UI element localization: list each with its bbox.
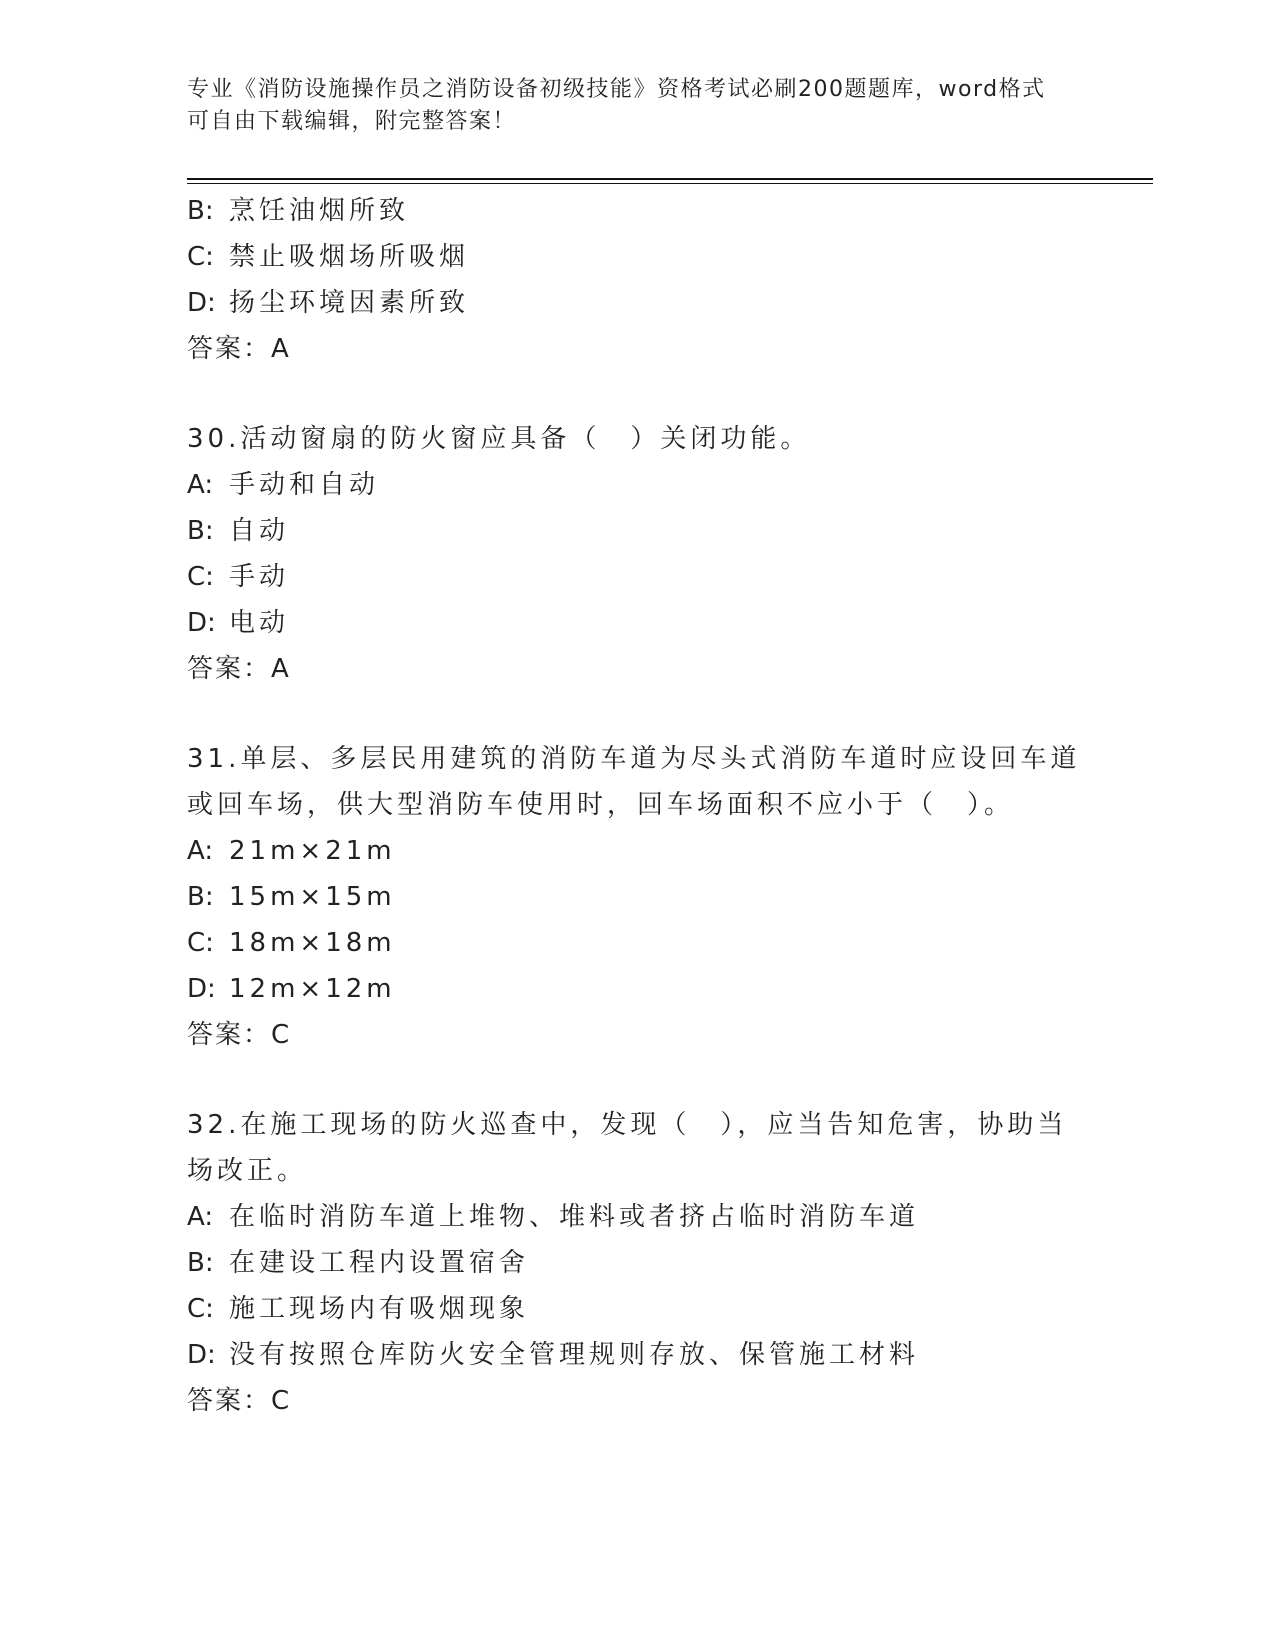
option-d: D: 12m×12m [187,974,396,1004]
question-item [187,1102,1087,1424]
question-text: 30.活动窗扇的防火窗应具备（ ）关闭功能。 [187,424,811,454]
question-item [187,736,1087,1058]
option-d: D: 电动 [187,608,290,638]
option-c: C: 18m×18m [187,928,396,958]
question-item [187,416,1087,692]
question-list [187,188,1087,1424]
option-b: B: 自动 [187,516,290,546]
answer-line: 答案：C [187,1386,292,1416]
answer-line: 答案：A [187,334,291,364]
question-text: 31.单层、多层民用建筑的消防车道为尽头式消防车道时应设回车道或回车场，供大型消防车使用时，回车场面积不应小于（ ）。 [187,744,1081,820]
header-divider-thick [187,178,1153,180]
header-divider-thin [187,183,1153,184]
question-partial [187,188,1087,372]
option-a: A: 21m×21m [187,836,396,866]
option-b: B: 在建设工程内设置宿舍 [187,1248,530,1278]
option-c: C: 手动 [187,562,290,592]
answer-line: 答案：C [187,1020,292,1050]
option-b: B: 15m×15m [187,882,396,912]
page-header: 专业《消防设施操作员之消防设备初级技能》资格考试必刷200题题库，word格式可自由下载编辑，附完整答案！ [187,77,1046,134]
answer-line: 答案：A [187,654,291,684]
option-a: A: 在临时消防车道上堆物、堆料或者挤占临时消防车道 [187,1202,920,1232]
option-d: D: 扬尘环境因素所致 [187,288,470,318]
option-c: C: 禁止吸烟场所吸烟 [187,242,470,272]
question-text: 32.在施工现场的防火巡查中，发现（ ），应当告知危害，协助当场改正。 [187,1110,1068,1186]
option-c: C: 施工现场内有吸烟现象 [187,1294,530,1324]
option-d: D: 没有按照仓库防火安全管理规则存放、保管施工材料 [187,1340,920,1370]
option-a: A: 手动和自动 [187,470,380,500]
option-b: B: 烹饪油烟所致 [187,196,410,226]
